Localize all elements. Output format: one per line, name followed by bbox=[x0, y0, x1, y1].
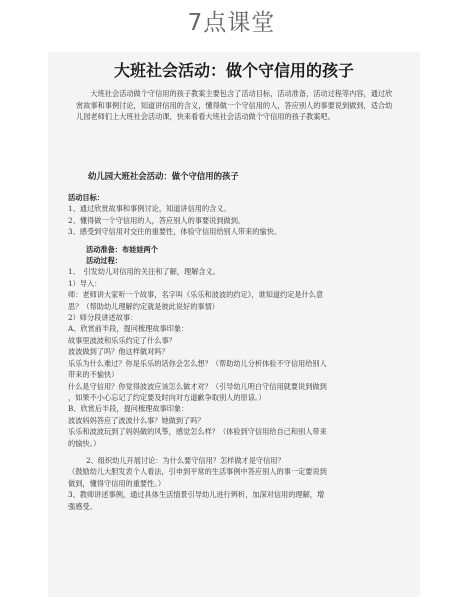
body-line: 波波妈妈答应了波波什么事？她做到了吗？ bbox=[68, 415, 205, 425]
body-line: 3、感受到守信用对交往的重要性，体验守信用给别人带来的愉快。 bbox=[68, 227, 282, 237]
body-line: 2、懂得做一个守信用的人，答应别人的事要说到做到。 bbox=[68, 215, 246, 225]
body-line: 故事里波波和乐乐约定了什么事？ bbox=[68, 335, 176, 345]
body-heading: 活动目标： bbox=[68, 193, 104, 202]
section-title: 幼儿园大班社会活动：做个守信用的孩子 bbox=[88, 171, 239, 181]
body-line: 2、组织幼儿开展讨论：为什么要守信用？怎样做才是守信用？ bbox=[86, 455, 285, 465]
body-line: 3、教师讲述事例，通过具体生活情景引导幼儿进行辨析，加深对信用的理解，增 bbox=[68, 490, 325, 500]
body-line: 2）师分段讲述故事： bbox=[68, 313, 138, 323]
intro-text: 大班社会活动做个守信用的孩子教案主要包含了活动目标，活动准备，活动过程等内容，通过欣赏故事和事例讨论，知道讲信用的含义，懂得做一个守信用的人，答应别人的事要说到做到，适合幼儿园老师们上大班社会活动课，快来看看大班社会活动做个守信用的孩子教案吧。 bbox=[76, 89, 393, 122]
lesson-body bbox=[68, 192, 403, 512]
body-line: 波波做到了吗？他这样做对吗？ bbox=[68, 347, 169, 357]
body-line: 1）导入： bbox=[68, 278, 102, 288]
intro-paragraph bbox=[76, 88, 394, 123]
body-line: 1、 引发幼儿对信用的关注和了解，理解含义。 bbox=[68, 267, 220, 277]
body-line: 思？（帮助幼儿理解约定就是彼此说好的事情） bbox=[68, 301, 219, 311]
body-heading: 活动准备：布娃娃两个 bbox=[86, 244, 158, 254]
body-line: 带来的不愉快） bbox=[68, 370, 119, 380]
body-line: （鼓励幼儿大胆发表个人看法，引申到平常的生活事例中答应别人的事一定要说到 bbox=[68, 467, 327, 477]
site-brand: 7点课堂 bbox=[187, 10, 276, 36]
body-line: 什么是守信用？你觉得波波应该怎么做才对？（引导幼儿明白守信用就要说到做到 bbox=[68, 381, 327, 391]
body-line: 乐乐和波波玩到了妈妈做的风筝，感觉怎么样？（体验到守信用给自己和别人带来 bbox=[68, 427, 327, 437]
body-line: 乐乐为什么难过？你是乐乐的话你会怎么想？（帮助幼儿分析体验不守信用给别人 bbox=[68, 358, 327, 368]
body-line: B、欣赏后半段，提问梳理故事印象： bbox=[68, 404, 189, 414]
body-line: ，如果不小心忘记了约定要及时向对方道歉争取别人的原谅。） bbox=[68, 392, 266, 402]
body-heading: 活动过程： bbox=[86, 256, 122, 266]
body-line: 强感受。 bbox=[68, 501, 97, 511]
body-line: 做到，懂得守信用的重要性。） bbox=[68, 478, 166, 488]
document-page bbox=[48, 52, 420, 597]
body-line: A、欣赏前半段，提问梳理故事印象： bbox=[68, 324, 189, 334]
body-line: 1、通过欣赏故事和事例讨论，知道讲信用的含义。 bbox=[68, 204, 231, 214]
document-title: 大班社会活动：做个守信用的孩子 bbox=[113, 61, 354, 80]
body-line: 师：老师讲大家听一个故事，名字叫《乐乐和波波的约定》，谁知道约定是什么意 bbox=[68, 290, 324, 300]
body-line: 的愉快。） bbox=[68, 438, 101, 448]
